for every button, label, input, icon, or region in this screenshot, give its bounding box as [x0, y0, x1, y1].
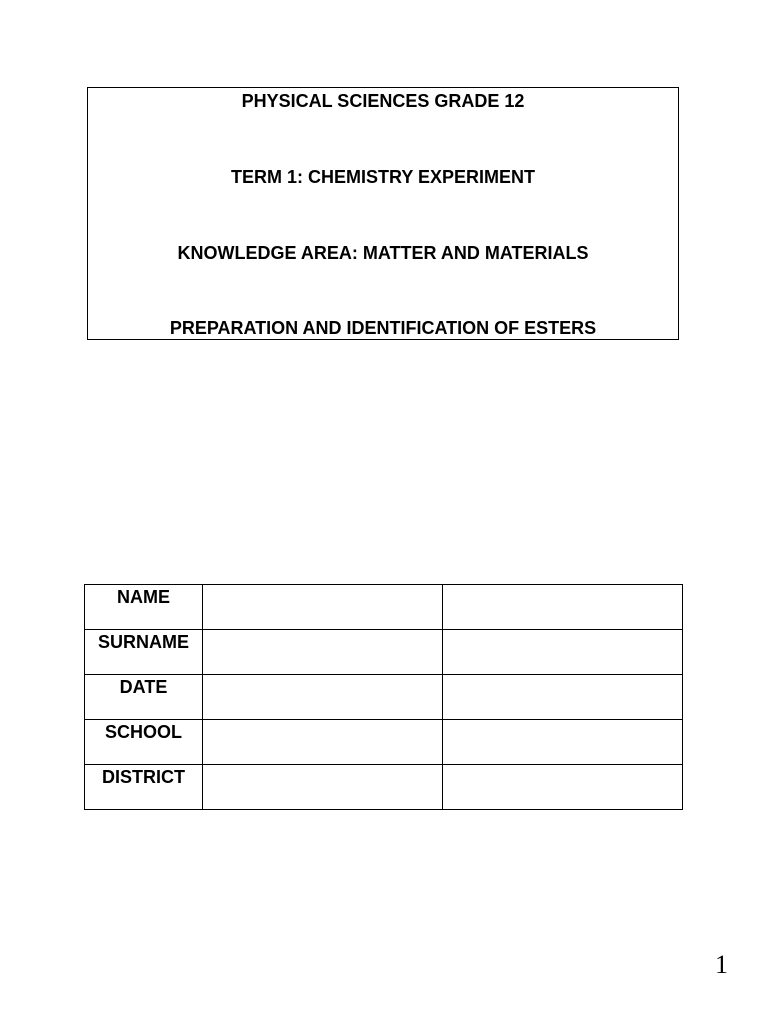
table-row — [85, 765, 683, 810]
name-field[interactable] — [203, 585, 443, 630]
surname-label: SURNAME — [85, 630, 203, 675]
knowledge-area-heading: KNOWLEDGE AREA: MATTER AND MATERIALS — [177, 243, 589, 263]
name-extra-field[interactable] — [443, 585, 683, 630]
district-label: DISTRICT — [85, 765, 203, 810]
learner-info-table — [84, 584, 683, 810]
table-row — [85, 675, 683, 720]
title-box — [87, 87, 679, 340]
date-extra-field[interactable] — [443, 675, 683, 720]
surname-extra-field[interactable] — [443, 630, 683, 675]
surname-field[interactable] — [203, 630, 443, 675]
table-row — [85, 720, 683, 765]
date-field[interactable] — [203, 675, 443, 720]
school-field[interactable] — [203, 720, 443, 765]
date-label: DATE — [85, 675, 203, 720]
school-label: SCHOOL — [85, 720, 203, 765]
experiment-heading: PREPARATION AND IDENTIFICATION OF ESTERS — [169, 318, 597, 338]
table-row — [85, 630, 683, 675]
name-label: NAME — [85, 585, 203, 630]
table-row — [85, 585, 683, 630]
document-title: PHYSICAL SCIENCES GRADE 12 — [241, 91, 525, 111]
page-number: 1 — [715, 950, 728, 979]
district-field[interactable] — [203, 765, 443, 810]
school-extra-field[interactable] — [443, 720, 683, 765]
district-extra-field[interactable] — [443, 765, 683, 810]
term-heading: TERM 1: CHEMISTRY EXPERIMENT — [230, 167, 536, 187]
